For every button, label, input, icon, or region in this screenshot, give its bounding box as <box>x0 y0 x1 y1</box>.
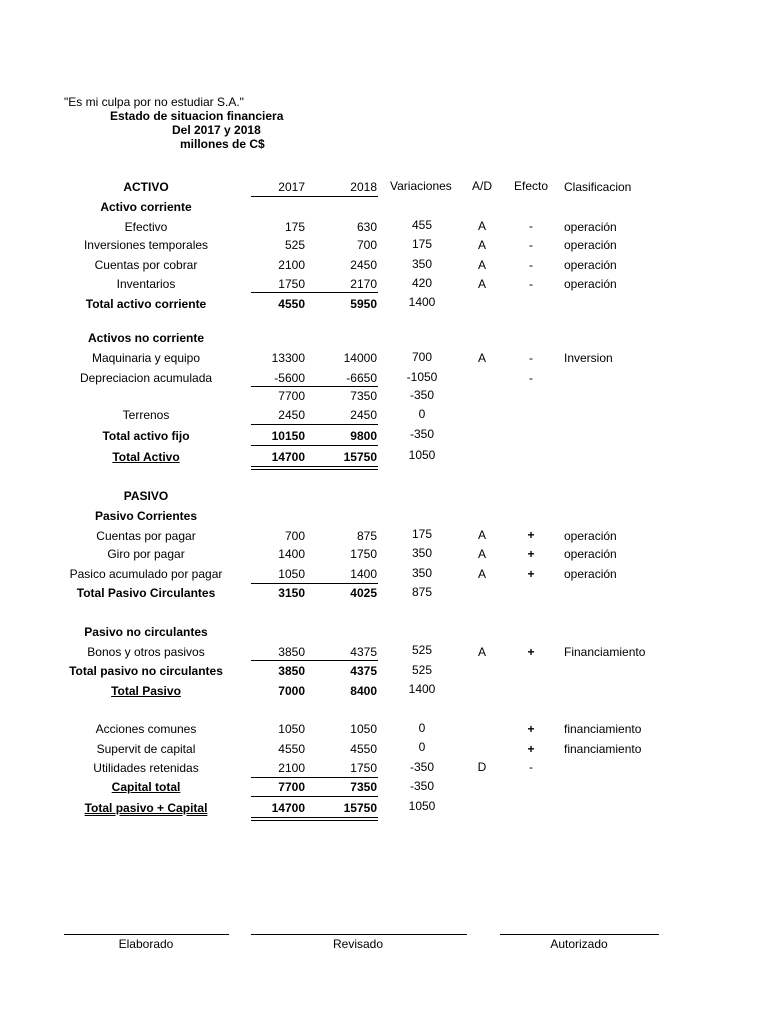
inversiones-temporales-2017: 525 <box>284 238 305 252</box>
total-pasivo-2018: 8400 <box>350 684 377 698</box>
company-name: "Es mi culpa por no estudiar S.A." <box>64 95 244 109</box>
inversiones-temporales-label: Inversiones temporales <box>83 238 209 252</box>
col-efecto-header: Efecto <box>513 179 549 193</box>
cuentas-por-cobrar-ad: A <box>477 258 487 272</box>
pasico-acumulado-2018: 1400 <box>350 567 377 581</box>
maquinaria-clasificacion: Inversion <box>564 351 613 365</box>
acciones-comunes-efecto: + <box>527 722 535 736</box>
capital-total-variacion: -350 <box>409 779 435 793</box>
pasico-acumulado-efecto: + <box>527 567 535 581</box>
total-pasivo-variacion: 1400 <box>408 682 436 696</box>
pasivo-no-circulantes-heading: Pasivo no circulantes <box>84 625 208 639</box>
supervit-variacion: 0 <box>418 740 426 754</box>
supervit-label: Supervit de capital <box>96 742 196 756</box>
total-activo-fijo-label: Total activo fijo <box>102 429 190 443</box>
supervit-2017: 4550 <box>278 742 305 756</box>
statement-title: Estado de situacion financiera <box>110 109 284 123</box>
supervit-clasificacion: financiamiento <box>564 742 642 756</box>
terrenos-2018: 2450 <box>350 408 377 422</box>
activo-neto-variacion: -350 <box>409 388 435 402</box>
total-activo-corriente-2018: 5950 <box>350 297 377 311</box>
subtotal-line <box>251 660 378 661</box>
capital-total-2017: 7700 <box>278 780 305 794</box>
terrenos-2017: 2450 <box>278 408 305 422</box>
activo-corriente-heading: Activo corriente <box>100 200 192 214</box>
total-pasivo-capital-2018: 15750 <box>343 801 377 815</box>
pasico-acumulado-2017: 1050 <box>278 567 305 581</box>
pasico-acumulado-clasificacion: operación <box>564 567 617 581</box>
efectivo-efecto: - <box>529 219 533 233</box>
efectivo-2018: 630 <box>356 220 377 234</box>
total-pasivo-capital-2017: 14700 <box>271 801 305 815</box>
statement-units: millones de C$ <box>180 137 265 151</box>
cuentas-por-pagar-variacion: 175 <box>411 527 433 541</box>
cuentas-por-pagar-2017: 700 <box>284 529 305 543</box>
signature-line-revisado <box>251 934 467 935</box>
total-pasivo-circulantes-2018: 4025 <box>350 586 377 600</box>
depreciacion-2017: -5600 <box>274 371 305 385</box>
inventarios-2018: 2170 <box>350 277 377 291</box>
inversiones-temporales-2018: 700 <box>356 238 377 252</box>
cuentas-por-cobrar-2018: 2450 <box>350 258 377 272</box>
cuentas-por-cobrar-variacion: 350 <box>411 257 433 271</box>
total-pasivo-no-circulantes-label: Total pasivo no circulantes <box>69 664 223 678</box>
statement-period: Del 2017 y 2018 <box>172 123 261 137</box>
subtotal-line <box>251 777 378 778</box>
inventarios-2017: 1750 <box>278 277 305 291</box>
subtotal-line <box>251 445 378 446</box>
cuentas-por-cobrar-label: Cuentas por cobrar <box>94 258 198 272</box>
bonos-label: Bonos y otros pasivos <box>87 645 205 659</box>
maquinaria-efecto: - <box>529 351 533 365</box>
inventarios-clasificacion: operación <box>564 277 617 291</box>
pasivo-corrientes-heading: Pasivo Corrientes <box>94 509 198 523</box>
depreciacion-efecto: - <box>529 371 533 385</box>
bonos-ad: A <box>477 645 487 659</box>
giro-por-pagar-2018: 1750 <box>350 547 377 561</box>
total-pasivo-circulantes-variacion: 875 <box>411 585 433 599</box>
col-variaciones-header: Variaciones <box>390 179 452 193</box>
pasico-acumulado-label: Pasico acumulado por pagar <box>69 567 223 581</box>
total-double-line <box>251 817 378 821</box>
total-pasivo-capital-variacion: 1050 <box>408 799 436 813</box>
efectivo-ad: A <box>477 219 487 233</box>
bonos-clasificacion: Financiamiento <box>564 645 646 659</box>
total-pasivo-no-circulantes-2017: 3850 <box>278 664 305 678</box>
depreciacion-label: Depreciacion acumulada <box>79 371 213 385</box>
cuentas-por-pagar-ad: A <box>477 528 487 542</box>
supervit-efecto: + <box>527 742 535 756</box>
supervit-2018: 4550 <box>350 742 377 756</box>
efectivo-2017: 175 <box>284 220 305 234</box>
cuentas-por-cobrar-2017: 2100 <box>278 258 305 272</box>
maquinaria-ad: A <box>477 351 487 365</box>
total-activo-fijo-variacion: -350 <box>409 427 435 441</box>
total-activo-corriente-variacion: 1400 <box>408 295 436 309</box>
total-pasivo-label: Total Pasivo <box>111 684 181 698</box>
cuentas-por-pagar-label: Cuentas por pagar <box>96 529 196 543</box>
acciones-comunes-2018: 1050 <box>350 722 377 736</box>
inventarios-label: Inventarios <box>116 277 176 291</box>
total-pasivo-capital-label: Total pasivo + Capital <box>84 801 208 815</box>
signature-line-elaborado <box>64 934 229 935</box>
giro-por-pagar-efecto: + <box>527 547 535 561</box>
bonos-efecto: + <box>527 645 535 659</box>
total-pasivo-2017: 7000 <box>278 684 305 698</box>
header-underline <box>251 196 378 197</box>
maquinaria-label: Maquinaria y equipo <box>91 351 201 365</box>
col-ad-header: A/D <box>471 179 493 193</box>
activos-no-corriente-heading: Activos no corriente <box>87 331 205 345</box>
utilidades-label: Utilidades retenidas <box>93 761 199 775</box>
signature-revisado: Revisado <box>332 937 384 951</box>
activo-neto-2017: 7700 <box>278 389 305 403</box>
total-pasivo-no-circulantes-2018: 4375 <box>350 664 377 678</box>
terrenos-variacion: 0 <box>418 407 426 421</box>
signature-elaborado: Elaborado <box>118 937 174 951</box>
cuentas-por-cobrar-clasificacion: operación <box>564 258 617 272</box>
subtotal-line <box>251 796 378 797</box>
maquinaria-variacion: 700 <box>411 350 433 364</box>
inversiones-temporales-efecto: - <box>529 238 533 252</box>
subtotal-line <box>251 583 378 584</box>
col-clasificacion-header: Clasificacion <box>564 180 632 194</box>
bonos-2017: 3850 <box>278 645 305 659</box>
total-activo-fijo-2017: 10150 <box>271 429 305 443</box>
utilidades-efecto: - <box>529 760 533 774</box>
depreciacion-variacion: -1050 <box>406 370 438 384</box>
total-activo-2017: 14700 <box>271 450 305 464</box>
terrenos-label: Terrenos <box>122 408 170 422</box>
giro-por-pagar-variacion: 350 <box>411 546 433 560</box>
col-2018-header: 2018 <box>350 180 377 194</box>
total-activo-fijo-2018: 9800 <box>350 429 377 443</box>
total-pasivo-circulantes-label: Total Pasivo Circulantes <box>76 586 216 600</box>
acciones-comunes-clasificacion: financiamiento <box>564 722 642 736</box>
total-pasivo-circulantes-2017: 3150 <box>278 586 305 600</box>
efectivo-clasificacion: operación <box>564 220 617 234</box>
cuentas-por-pagar-2018: 875 <box>356 529 377 543</box>
efectivo-variacion: 455 <box>411 218 433 232</box>
signature-line-autorizado <box>500 934 659 935</box>
section-pasivo-heading: PASIVO <box>123 489 169 503</box>
subtotal-line <box>251 386 378 387</box>
subtotal-line <box>251 292 378 293</box>
bonos-2018: 4375 <box>350 645 377 659</box>
maquinaria-2018: 14000 <box>343 351 377 365</box>
bonos-variacion: 525 <box>411 643 433 657</box>
giro-por-pagar-clasificacion: operación <box>564 547 617 561</box>
pasico-acumulado-ad: A <box>477 567 487 581</box>
cuentas-por-pagar-clasificacion: operación <box>564 529 617 543</box>
utilidades-2018: 1750 <box>350 761 377 775</box>
giro-por-pagar-label: Giro por pagar <box>107 547 185 561</box>
section-activo-heading: ACTIVO <box>123 180 169 194</box>
total-activo-corriente-label: Total activo corriente <box>85 297 207 311</box>
total-activo-label: Total Activo <box>112 450 180 464</box>
inversiones-temporales-variacion: 175 <box>411 237 433 251</box>
maquinaria-2017: 13300 <box>271 351 305 365</box>
utilidades-ad: D <box>477 760 487 774</box>
activo-neto-2018: 7350 <box>350 389 377 403</box>
total-activo-corriente-2017: 4550 <box>278 297 305 311</box>
total-activo-2018: 15750 <box>343 450 377 464</box>
giro-por-pagar-2017: 1400 <box>278 547 305 561</box>
acciones-comunes-variacion: 0 <box>418 721 426 735</box>
depreciacion-2018: -6650 <box>346 371 377 385</box>
inversiones-temporales-ad: A <box>477 238 487 252</box>
acciones-comunes-2017: 1050 <box>278 722 305 736</box>
subtotal-line <box>251 424 378 425</box>
cuentas-por-pagar-efecto: + <box>527 528 535 542</box>
pasico-acumulado-variacion: 350 <box>411 566 433 580</box>
utilidades-2017: 2100 <box>278 761 305 775</box>
col-2017-header: 2017 <box>278 180 305 194</box>
capital-total-2018: 7350 <box>350 780 377 794</box>
giro-por-pagar-ad: A <box>477 547 487 561</box>
acciones-comunes-label: Acciones comunes <box>95 722 197 736</box>
inversiones-temporales-clasificacion: operación <box>564 238 617 252</box>
inventarios-ad: A <box>477 277 487 291</box>
inventarios-variacion: 420 <box>411 276 433 290</box>
total-activo-variacion: 1050 <box>408 448 436 462</box>
total-double-line <box>251 466 378 470</box>
inventarios-efecto: - <box>529 277 533 291</box>
efectivo-label: Efectivo <box>124 220 168 234</box>
utilidades-variacion: -350 <box>409 760 435 774</box>
cuentas-por-cobrar-efecto: - <box>529 258 533 272</box>
capital-total-label: Capital total <box>111 780 181 794</box>
total-pasivo-no-circulantes-variacion: 525 <box>411 663 433 677</box>
signature-autorizado: Autorizado <box>550 937 608 951</box>
